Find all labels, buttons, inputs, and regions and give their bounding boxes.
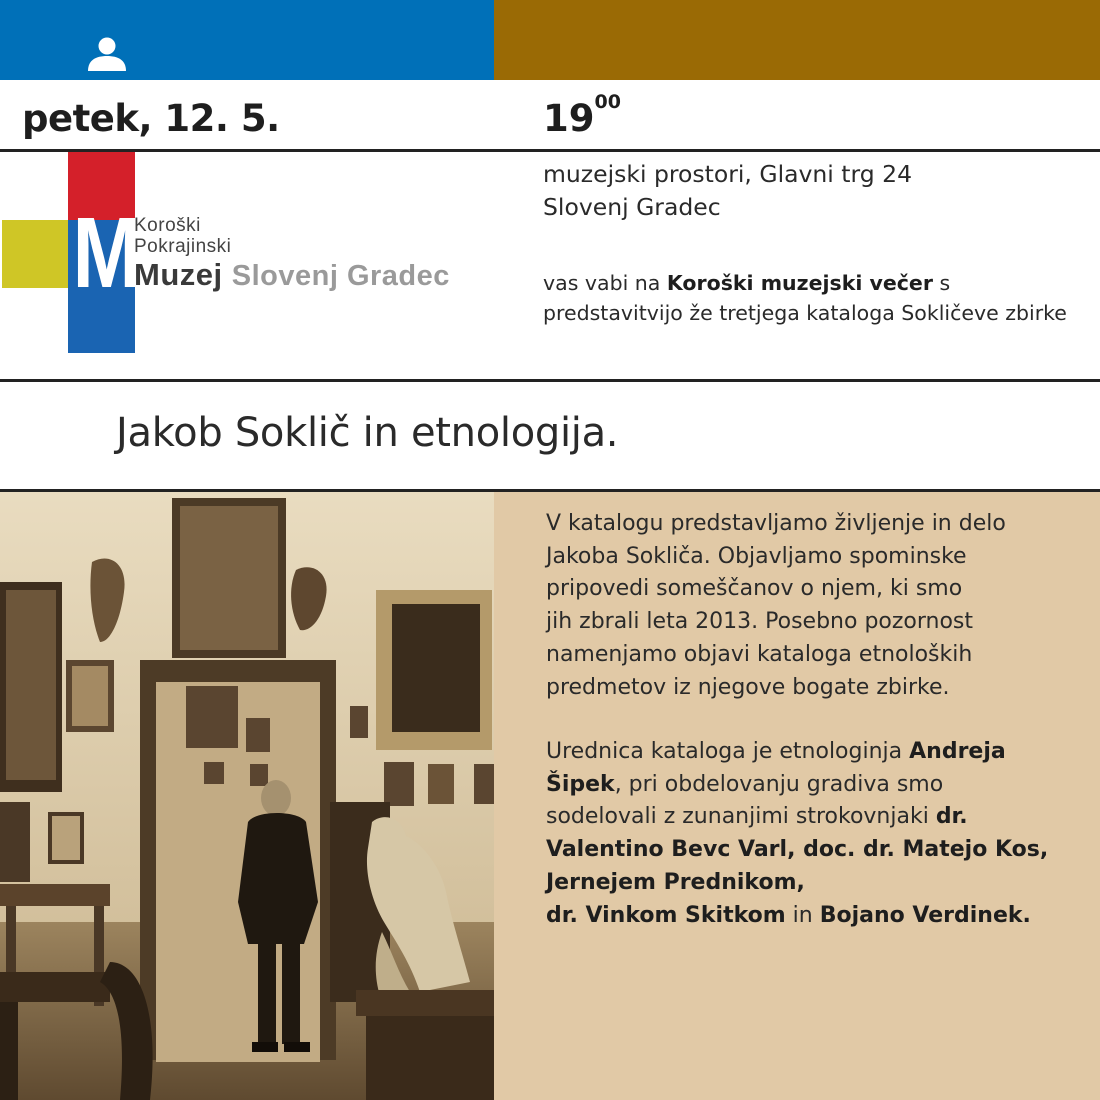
invitation-prefix: vas vabi na [543,271,667,295]
venue-line: muzejski prostori, Glavni trg 24 [543,160,913,188]
logo-yellow-block [2,220,68,288]
divider-middle [0,379,1100,382]
contributor: Jernejem Prednikom, [546,869,805,895]
contributor-title: dr. [935,804,968,830]
time-minutes: 00 [594,91,621,113]
venue-line: Slovenj Gradec [543,193,721,221]
editor-surname: Šipek [546,771,615,797]
invitation-line [543,268,1067,298]
time-hour: 19 [543,97,595,140]
event-name: Koroški muzejski večer [666,271,933,295]
invitation-text [543,268,1067,328]
venue-address [543,158,912,224]
sepia-photo [0,492,494,1100]
top-bar-brown [494,0,1100,80]
text-span: Urednica kataloga je etnologinja [546,739,910,764]
text-span: sodelovali z zunanjimi strokovnjaki [546,804,936,830]
person-icon [86,36,128,72]
text-line: V katalogu predstavljamo življenje in delo [546,511,1006,536]
text-line [546,769,1086,802]
top-bar-blue [0,0,494,80]
contributor: dr. Vinkom Skitkom [546,902,786,928]
divider-top [0,149,1100,152]
contributors: Valentino Bevc Varl, doc. dr. Matejo Kos, [546,837,1049,863]
text-line [546,736,1086,769]
text-line [546,900,1086,933]
logo-text-line3 [134,259,450,291]
text-span: in [785,902,820,928]
event-date: petek, 12. 5. [22,97,280,140]
description-paragraph-1 [546,508,1086,704]
text-line [546,834,1086,867]
page-title: Jakob Soklič in etnologija. [116,410,619,456]
event-time [543,91,621,140]
contributor: Bojano Verdinek. [819,902,1031,928]
invitation-suffix: s [932,271,951,295]
logo-text-line1: Koroški [134,215,201,236]
text-line: Jakoba Sokliča. Objavljamo spominske [546,543,967,569]
text-line [546,867,1086,900]
text-line: predmetov iz njegove bogate zbirke. [546,674,950,700]
text-line [546,801,1086,834]
logo-muzej: Muzej [134,257,223,292]
editor-name: Andreja [909,739,1006,764]
text-line: pripovedi someščanov o njem, ki smo [546,576,963,602]
text-span: , pri obdelovanju gradiva smo [614,771,944,797]
invitation-line: predstavitvijo že tretjega kataloga Sokličeve zbirke [543,301,1067,325]
text-line: jih zbrali leta 2013. Posebno pozornost [546,609,974,635]
logo-letter: M [72,197,141,309]
text-line: namenjamo objavi kataloga etnoloških [546,641,973,667]
description-paragraph-2 [546,736,1086,932]
logo-city: Slovenj Gradec [231,260,450,292]
logo-text-line2: Pokrajinski [134,236,232,257]
